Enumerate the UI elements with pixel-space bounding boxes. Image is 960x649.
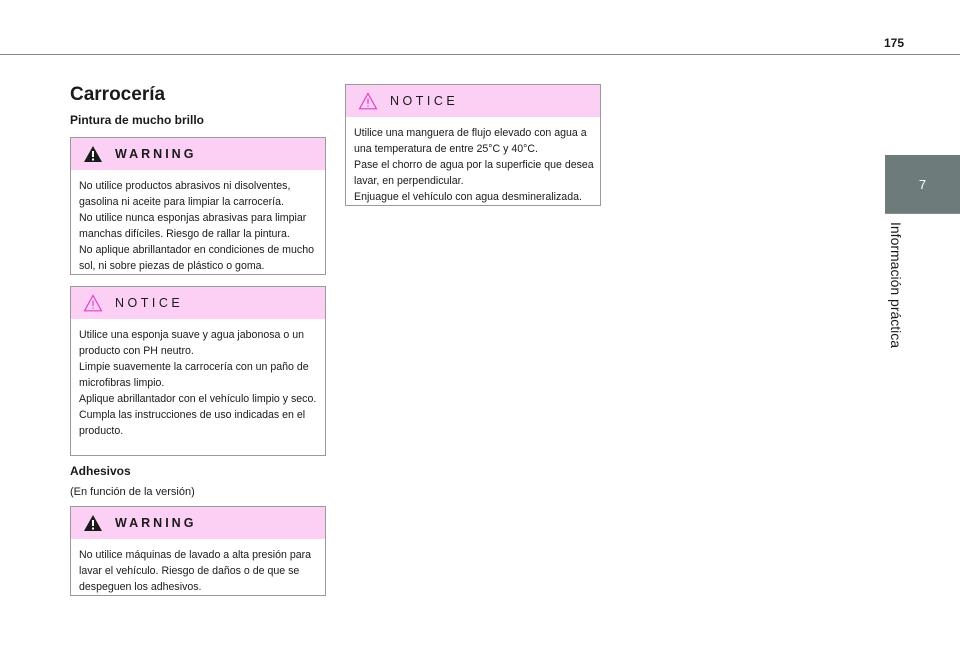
warning-line: No utilice nunca esponjas abrasivas para limpiar manchas difíciles. Riesgo de rallar la pintura. xyxy=(79,212,307,240)
notice-line: Utilice una manguera de flujo elevado con agua a una temperatura de entre 25°C y 40°C. xyxy=(354,127,587,155)
warning-line: No aplique abrillantador en condiciones de mucho sol, ni sobre piezas de plástico o goma. xyxy=(79,244,314,272)
page-number: 175 xyxy=(883,36,904,50)
notice-line: Utilice una esponja suave y agua jabonosa o un producto con PH neutro. xyxy=(79,329,304,357)
notice-box-wash xyxy=(345,84,601,206)
warning-body xyxy=(71,170,325,280)
top-rule xyxy=(0,54,960,55)
notice-body xyxy=(71,319,325,445)
warning-label: WARNING xyxy=(115,516,197,530)
paint-heading: Pintura de mucho brillo xyxy=(70,113,205,127)
notice-line: Aplique abrillantador con el vehículo limpio y seco. xyxy=(79,393,317,405)
notice-triangle-icon xyxy=(358,92,378,110)
warning-header xyxy=(71,507,325,539)
stickers-heading: Adhesivos xyxy=(70,464,131,478)
notice-label: NOTICE xyxy=(115,296,184,310)
warning-body xyxy=(71,539,325,601)
chapter-rule xyxy=(885,213,960,214)
section-title: Carrocería xyxy=(70,84,166,105)
notice-label: NOTICE xyxy=(390,94,459,108)
warning-line: No utilice productos abrasivos ni disolventes, gasolina ni aceite para limpiar la carrocería. xyxy=(79,180,291,208)
warning-box-paint xyxy=(70,137,326,275)
warning-line: No utilice máquinas de lavado a alta presión para lavar el vehículo. Riesgo de daños o de que se despeguen los adhesivos. xyxy=(79,549,312,593)
warning-triangle-icon xyxy=(83,514,103,532)
notice-line: Enjuague el vehículo con agua desmineralizada. xyxy=(354,191,582,203)
warning-box-stickers xyxy=(70,506,326,596)
chapter-number: 7 xyxy=(918,176,927,192)
notice-triangle-icon xyxy=(83,294,103,312)
stickers-note: (En función de la versión) xyxy=(70,486,195,498)
warning-header xyxy=(71,138,325,170)
notice-header xyxy=(71,287,325,319)
notice-body xyxy=(346,117,600,211)
chapter-tab[interactable] xyxy=(885,155,960,213)
chapter-label: Información práctica xyxy=(888,222,904,349)
notice-line: Pase el chorro de agua por la superficie que desea lavar, en perpendicular. xyxy=(354,159,594,187)
notice-box-paint xyxy=(70,286,326,456)
warning-label: WARNING xyxy=(115,147,197,161)
notice-line: Cumpla las instrucciones de uso indicadas en el producto. xyxy=(79,409,306,437)
warning-triangle-icon xyxy=(83,145,103,163)
notice-header xyxy=(346,85,600,117)
notice-line: Limpie suavemente la carrocería con un paño de microfibras limpio. xyxy=(79,361,309,389)
